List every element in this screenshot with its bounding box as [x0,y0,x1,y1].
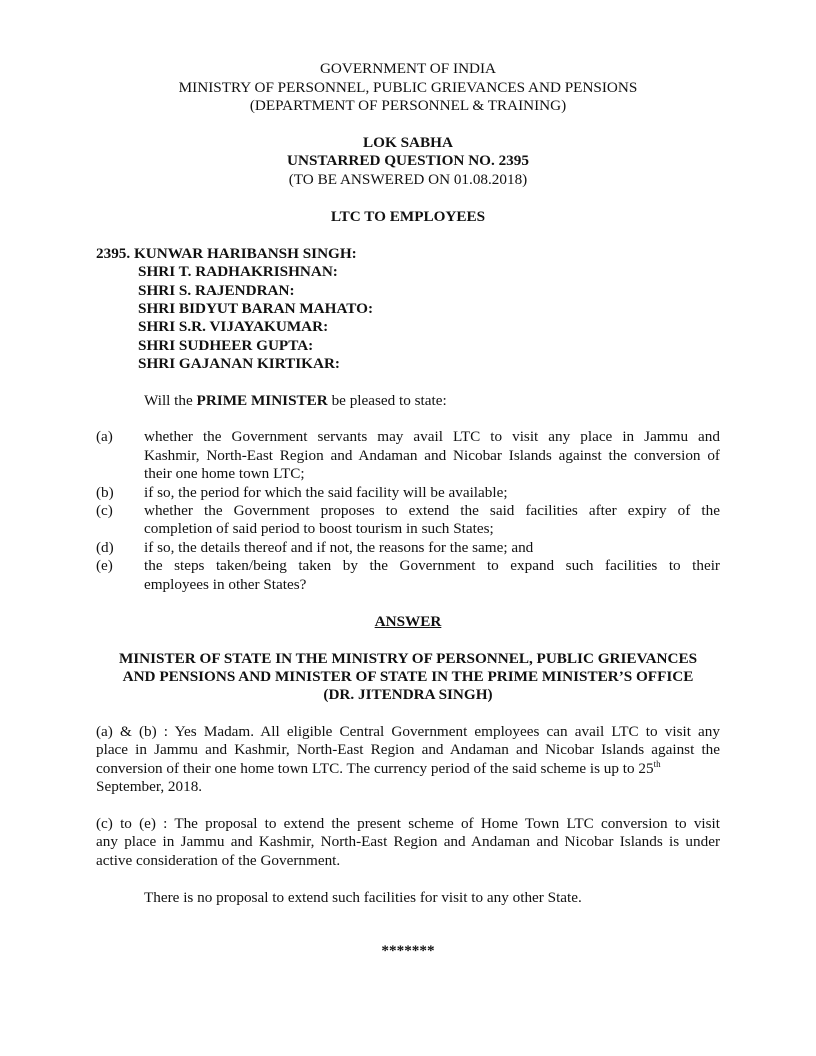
header-department: (DEPARTMENT OF PERSONNEL & TRAINING) [249,97,567,114]
header-government: GOVERNMENT OF INDIA [319,60,497,77]
question-e-line-1: the steps taken/being taken by the Government to expand such facilities to their [144,557,720,574]
question-a-line-1: whether the Government servants may avail LTC to visit any place in Jammu and [144,428,720,445]
member-3: SHRI S. RAJENDRAN: [138,282,295,299]
question-a-line-3: their one home town LTC; [144,465,305,482]
minister-line-2: AND PENSIONS AND MINISTER OF STATE IN THE PRIME MINISTER’S OFFICE [122,668,694,685]
answer-ab-line-3 [96,760,661,778]
intro-addressee: PRIME MINISTER [196,392,328,409]
question-b-line-1: if so, the period for which the said facility will be available; [144,484,508,501]
answer-heading [0,613,816,631]
member-2: SHRI T. RADHAKRISHNAN: [138,263,338,280]
subject-title: LTC TO EMPLOYEES [330,208,486,225]
question-c-line-1: whether the Government proposes to extend the said facilities after expiry of the [144,502,720,519]
member-1 [96,245,357,263]
member-7: SHRI GAJANAN KIRTIKAR: [138,355,340,372]
member-name: KUNWAR HARIBANSH SINGH: [133,245,357,262]
intro-line [144,392,447,410]
answer-ab-line-3-text: conversion of their one home town LTC. The currency period of the said scheme is up to 25 [96,760,654,777]
member-6: SHRI SUDHEER GUPTA: [138,337,314,354]
question-prefix: 2395. [96,245,134,262]
minister-line-1: MINISTER OF STATE IN THE MINISTRY OF PERSONNEL, PUBLIC GRIEVANCES [118,650,698,667]
house-name: LOK SABHA [363,134,453,151]
member-4: SHRI BIDYUT BARAN MAHATO: [138,300,374,317]
question-c-line-2: completion of said period to boost tourism in such States; [144,520,494,537]
question-d-line-1: if so, the details thereof and if not, the reasons for the same; and [144,539,534,556]
end-mark: ******* [381,942,435,959]
question-a-line-2: Kashmir, North-East Region and Andaman and Nicobar Islands against the conversion of [144,447,720,464]
intro-before: Will the [144,392,197,409]
answer-date: (TO BE ANSWERED ON 01.08.2018) [288,171,528,188]
question-e-line-2: employees in other States? [144,576,307,593]
question-e-label: (e) [96,557,113,574]
question-d-label: (d) [96,539,114,556]
answer-ab-line-2: place in Jammu and Kashmir, North-East Region and Andaman and Nicobar Islands against the [96,741,720,758]
ordinal-superscript: th [653,759,661,769]
answer-ce-line-2: any place in Jammu and Kashmir, North-East Region and Andaman and Nicobar Islands is under [96,833,720,850]
closing-statement: There is no proposal to extend such facilities for visit to any other State. [144,889,582,906]
intro-after: be pleased to state: [327,392,447,409]
question-number: UNSTARRED QUESTION NO. 2395 [287,152,529,169]
answer-ce-line-1: (c) to (e) : The proposal to extend the present scheme of Home Town LTC conversion to visit [96,815,720,832]
minister-name: (DR. JITENDRA SINGH) [323,686,493,703]
question-c-label: (c) [96,502,113,519]
answer-ce-line-3: active consideration of the Government. [96,852,341,869]
answer-heading-text: ANSWER [374,613,442,630]
header-ministry: MINISTRY OF PERSONNEL, PUBLIC GRIEVANCES AND PENSIONS [178,79,638,96]
member-5: SHRI S.R. VIJAYAKUMAR: [138,318,329,335]
answer-ab-line-1: (a) & (b) : Yes Madam. All eligible Central Government employees can avail LTC to visit any [96,723,720,740]
answer-ab-line-4: September, 2018. [96,778,203,795]
question-b-label: (b) [96,484,114,501]
question-a-label: (a) [96,428,113,445]
